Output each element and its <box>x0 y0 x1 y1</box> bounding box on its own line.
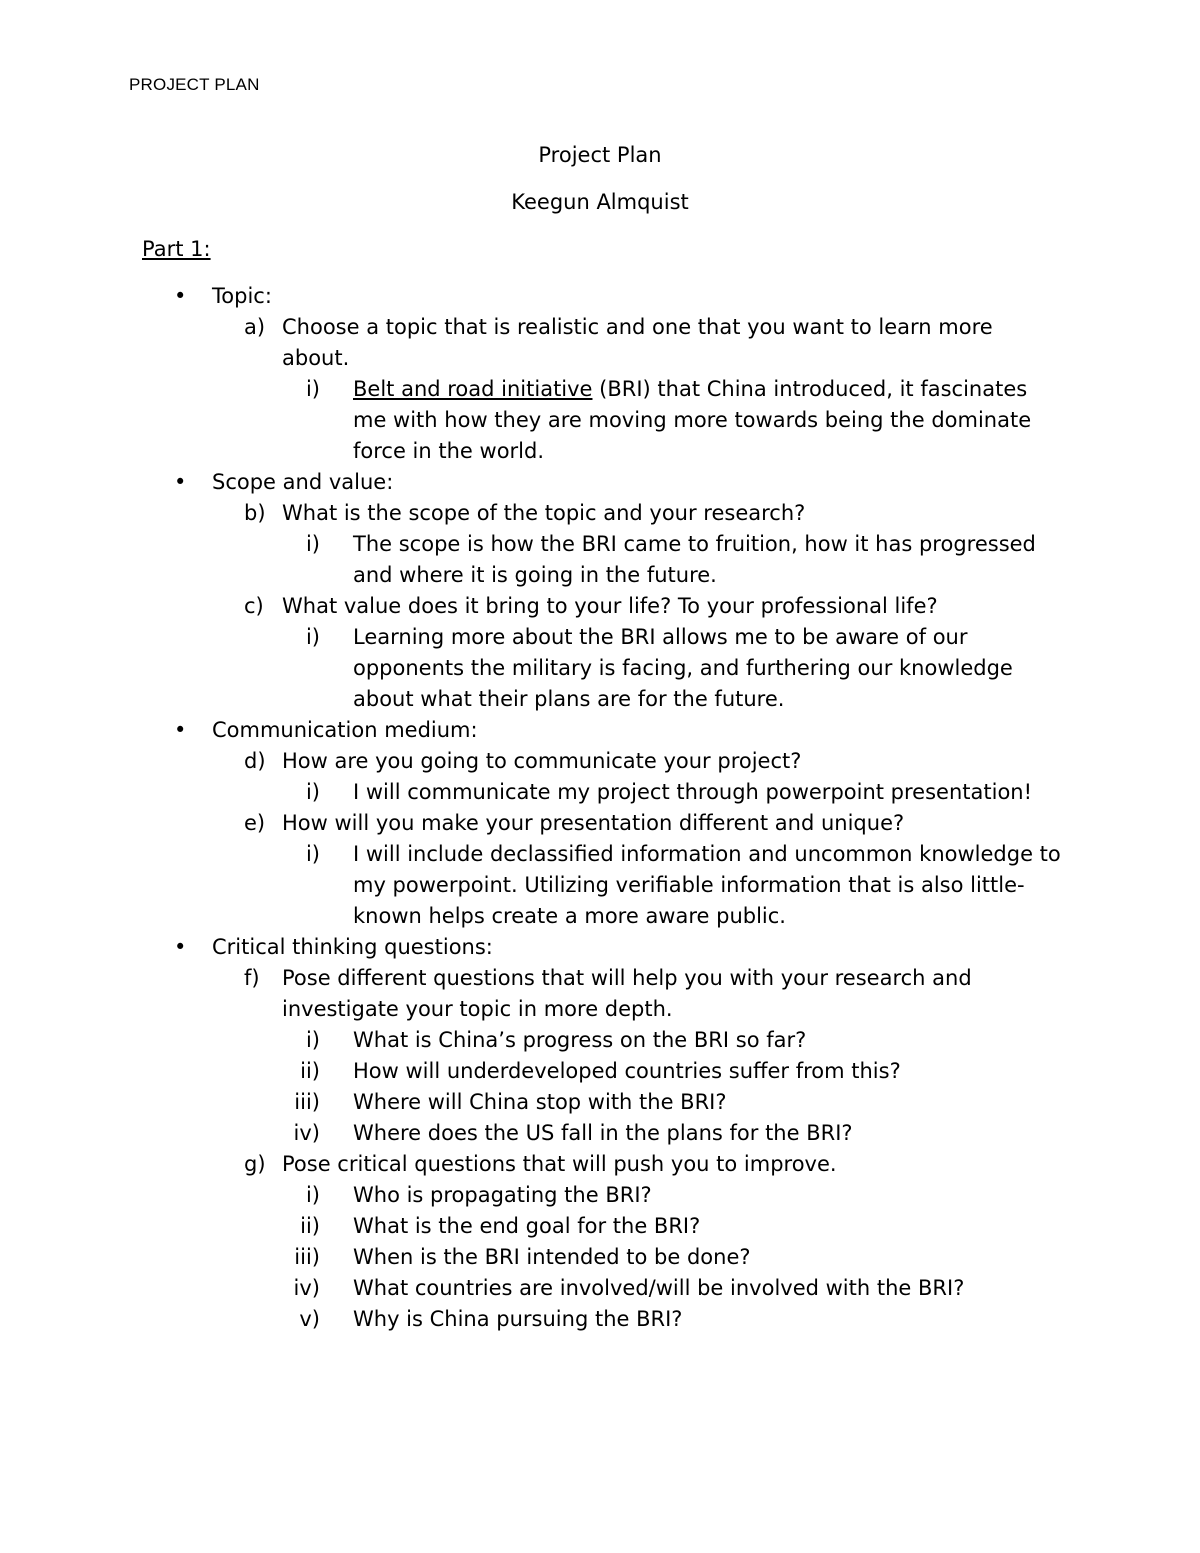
question-d <box>0 746 1200 777</box>
question-text: Pose critical questions that will push you to improve. <box>282 1152 837 1176</box>
bullet-icon: • <box>174 470 187 494</box>
question-e <box>0 808 1200 839</box>
question-f <box>0 963 1200 1025</box>
question-b <box>0 498 1200 529</box>
item-text: How will underdeveloped countries suffer from this? <box>353 1059 901 1083</box>
answer-text: The scope is how the BRI came to fruition, how it has progressed and where it is going in the future. <box>353 532 1036 587</box>
bullet-label: Topic: <box>212 284 272 308</box>
item-marker: v) <box>299 1307 320 1331</box>
bullet-topic <box>0 281 1200 312</box>
list-item <box>0 1180 1200 1211</box>
question-text: How will you make your presentation different and unique? <box>282 811 905 835</box>
answer-marker: i) <box>305 780 320 804</box>
list-item <box>0 1056 1200 1087</box>
answer-rest: (BRI) that China introduced, it fascinates me with how they are moving more towards being the dominate force in the world. <box>353 377 1032 463</box>
question-g <box>0 1149 1200 1180</box>
question-text: Pose different questions that will help you with your research and investigate your topic in more depth. <box>282 966 972 1021</box>
part-heading: Part 1: <box>142 237 211 261</box>
list-item <box>0 1087 1200 1118</box>
question-text: Choose a topic that is realistic and one that you want to learn more about. <box>282 315 993 370</box>
document-author: Keegun Almquist <box>511 190 689 214</box>
item-text: Who is propagating the BRI? <box>353 1183 652 1207</box>
item-marker: iii) <box>294 1090 320 1114</box>
bullet-icon: • <box>174 718 187 742</box>
underlined-term: Belt and road initiative <box>353 377 593 401</box>
bullet-icon: • <box>174 284 187 308</box>
question-marker: c) <box>244 594 264 618</box>
bullet-label: Communication medium: <box>212 718 478 742</box>
item-text: What is China’s progress on the BRI so far? <box>353 1028 807 1052</box>
bullet-scope <box>0 467 1200 498</box>
bullet-label: Scope and value: <box>212 470 394 494</box>
question-text: What value does it bring to your life? To your professional life? <box>282 594 938 618</box>
question-marker: g) <box>244 1152 266 1176</box>
list-item <box>0 1025 1200 1056</box>
bullet-communication <box>0 715 1200 746</box>
answer-marker: i) <box>305 377 320 401</box>
list-item <box>0 1118 1200 1149</box>
item-text: Why is China pursuing the BRI? <box>353 1307 683 1331</box>
answer-marker: i) <box>305 532 320 556</box>
answer-c <box>0 622 1200 715</box>
question-marker: f) <box>244 966 260 990</box>
question-a <box>0 312 1200 374</box>
answer-text: I will include declassified information and uncommon knowledge to my powerpoint. Utilizing verifiable information that is also little-known helps create a more aware public. <box>353 842 1061 928</box>
item-text: Where does the US fall in the plans for the BRI? <box>353 1121 853 1145</box>
item-marker: ii) <box>300 1059 320 1083</box>
answer-d <box>0 777 1200 808</box>
item-text: Where will China stop with the BRI? <box>353 1090 727 1114</box>
document-title: Project Plan <box>538 143 662 167</box>
bullet-label: Critical thinking questions: <box>212 935 493 959</box>
item-marker: iii) <box>294 1245 320 1269</box>
answer-e <box>0 839 1200 932</box>
answer-marker: i) <box>305 625 320 649</box>
question-marker: d) <box>244 749 266 773</box>
bullet-critical <box>0 932 1200 963</box>
question-marker: a) <box>244 315 266 339</box>
item-text: What countries are involved/will be involved with the BRI? <box>353 1276 965 1300</box>
list-item <box>0 1304 1200 1335</box>
outline <box>0 281 1200 1335</box>
item-text: When is the BRI intended to be done? <box>353 1245 751 1269</box>
item-marker: i) <box>305 1028 320 1052</box>
answer-b <box>0 529 1200 591</box>
question-text: How are you going to communicate your project? <box>282 749 802 773</box>
list-item <box>0 1273 1200 1304</box>
answer-a <box>0 374 1200 467</box>
question-text: What is the scope of the topic and your research? <box>282 501 806 525</box>
question-marker: b) <box>244 501 266 525</box>
item-marker: iv) <box>293 1121 320 1145</box>
item-text: What is the end goal for the BRI? <box>353 1214 701 1238</box>
question-marker: e) <box>244 811 266 835</box>
answer-text: Learning more about the BRI allows me to be aware of our opponents the military is facing, and furthering our knowledge about what their plans are for the future. <box>353 625 1013 711</box>
item-marker: i) <box>305 1183 320 1207</box>
answer-marker: i) <box>305 842 320 866</box>
answer-text <box>353 374 1063 467</box>
list-item <box>0 1242 1200 1273</box>
item-marker: iv) <box>293 1276 320 1300</box>
list-item <box>0 1211 1200 1242</box>
bullet-icon: • <box>174 935 187 959</box>
running-head: PROJECT PLAN <box>129 75 260 94</box>
item-marker: ii) <box>300 1214 320 1238</box>
answer-text: I will communicate my project through powerpoint presentation! <box>353 780 1033 804</box>
question-c <box>0 591 1200 622</box>
